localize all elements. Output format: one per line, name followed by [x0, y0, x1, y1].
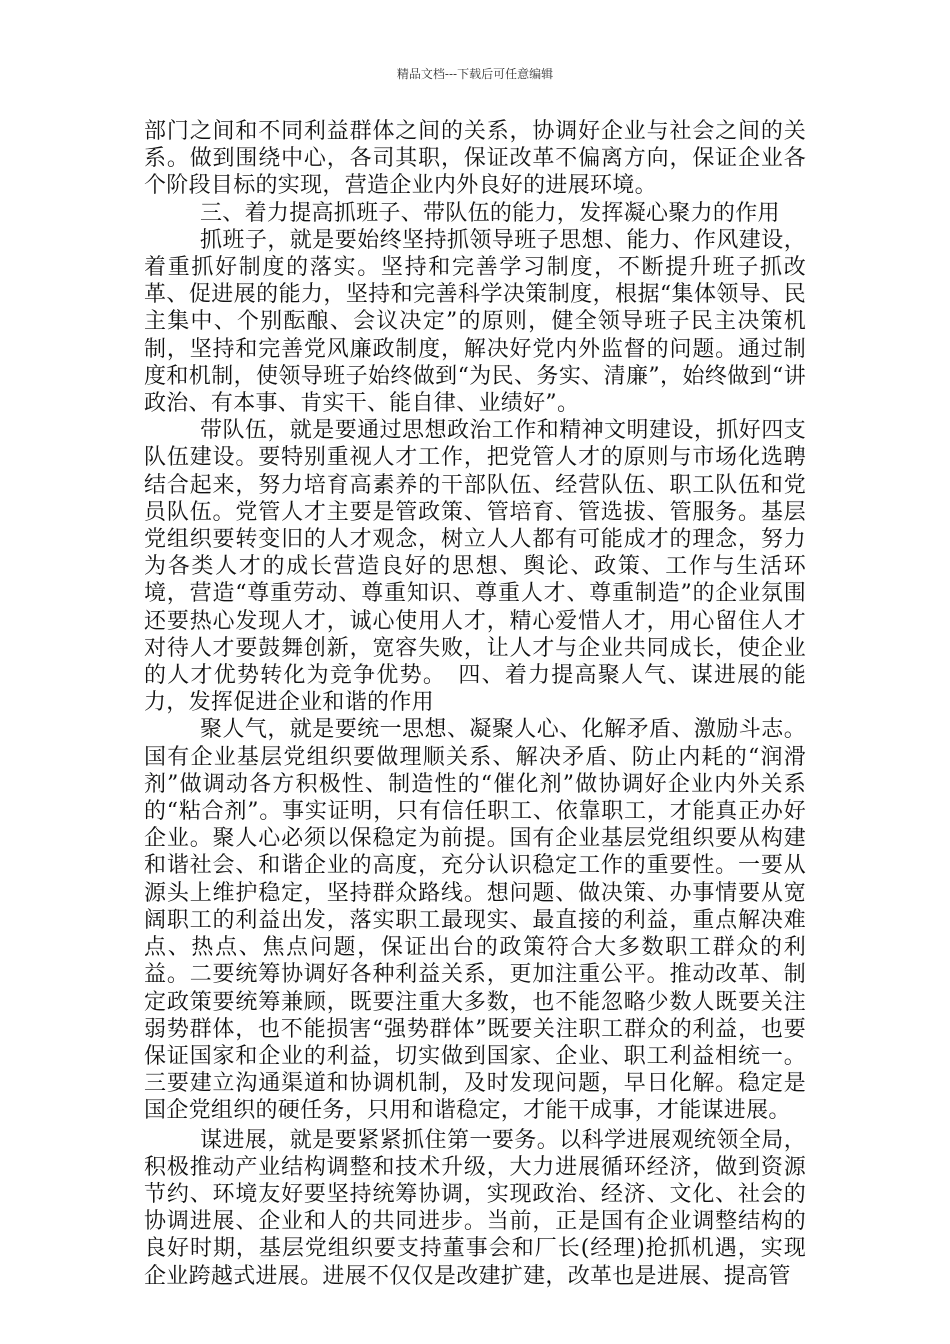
paragraph-seek-progress: 谋进展，就是要紧紧抓住第一要务。以科学进展观统领全局，积极推动产业结构调整和技术升级，大力进展循环经济，做到资源节约、环境友好要坚持统筹协调，实现政治、经济、文化、社会的协调进展、企业和人的共同进步。当前，正是国有企业调整结构的良好时期，基层党组织要支持董事会和厂长(经理)抢抓机遇，实现企业跨越式进展。进展不仅仅是改建扩建，改革也是进展、提高管	[144, 1127, 806, 1289]
paragraph-team-leadership: 抓班子，就是要始终坚持抓领导班子思想、能力、作风建设，着重抓好制度的落实。坚持和完善学习制度，不断提升班子抓改革、促进展的能力，坚持和完善科学决策制度，根据“集体领导、民主集中、个别酝酿、会议决定”的原则，健全领导班子民主决策机制，坚持和完善党风廉政制度，解决好党内外监督的问题。通过制度和机制，使领导班子始终做到“为民、务实、清廉”，始终做到“讲政治、有本事、肯实干、能自律、业绩好”。	[144, 227, 806, 417]
page-header: 精品文档---下载后可任意编辑	[396, 67, 554, 81]
paragraph-1: 部门之间和不同利益群体之间的关系，协调好企业与社会之间的关系。做到围绕中心，各司其职，保证改革不偏离方向，保证企业各个阶段目标的实现，营造企业内外良好的进展环境。	[144, 119, 806, 199]
paragraph-gather-people: 聚人气，就是要统一思想、凝聚人心、化解矛盾、激励斗志。国有企业基层党组织要做理顺关系、解决矛盾、防止内耗的“润滑剂”做调动各方积极性、制造性的“催化剂”做协调好企业内外关系的“粘合剂”。事实证明，只有信任职工、依靠职工，才能真正办好企业。聚人心必须以保稳定为前提。国有企业基层党组织要从构建和谐社会、和谐企业的高度，充分认识稳定工作的重要性。一要从源头上维护稳定，坚持群众路线。想问题、做决策、办事情要从宽阔职工的利益出发，落实职工最现实、最直接的利益，重点解决难点、热点、焦点问题，保证出台的政策符合大多数职工群众的利益。二要统筹协调好各种利益关系，更加注重公平。推动改革、制定政策要统筹兼顾，既要注重大多数，也不能忽略少数人既要关注弱势群体，也不能损害“强势群体”既要关注职工群众的利益，也要保证国家和企业的利益，切实做到国家、企业、职工利益相统一。三要建立沟通渠道和协调机制，及时发现问题，早日化解。稳定是国企党组织的硬任务，只用和谐稳定，才能干成事，才能谋进展。	[144, 717, 806, 1124]
document-body	[144, 118, 806, 1290]
section-heading-3: 三、着力提高抓班子、带队伍的能力，发挥凝心聚力的作用	[200, 200, 780, 226]
paragraph-team-building: 带队伍，就是要通过思想政治工作和精神文明建设，抓好四支队伍建设。要特别重视人才工作，把党管人才的原则与市场化选聘结合起来，努力培育高素养的干部队伍、经营队伍、职工队伍和党员队伍。党管人才主要是管政策、管培育、管选拔、管服务。基层党组织要转变旧的人才观念，树立人人都有可能成才的理念，努力为各类人才的成长营造良好的思想、舆论、政策、工作与生活环境，营造“尊重劳动、尊重知识、尊重人才、尊重制造”的企业氛围还要热心发现人才，诚心使用人才，精心爱惜人才，用心留住人才对待人才要鼓舞创新，宽容失败，让人才与企业共同成长，使企业的人才优势转化为竞争优势。 四、着力提高聚人气、谋进展的能力，发挥促进企业和谐的作用	[144, 418, 806, 716]
